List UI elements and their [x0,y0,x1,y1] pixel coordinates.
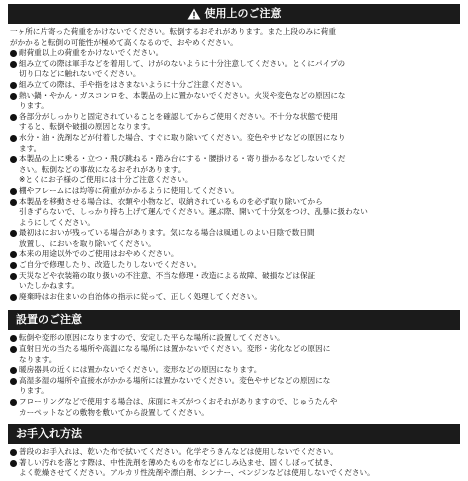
placement-item-text: ります。 [19,386,49,396]
caution-item-text: 引きずらないで、しっかり持ち上げて運んでください。運ぶ際、開いて十分気をつけ、乱暴に扱わない [19,207,368,217]
care-body [8,444,460,481]
placement-item [10,397,458,418]
care-item-text: 普段のお手入れは、乾いた布で拭いてください。化学ぞうきんなどは使用しないでください。 [19,447,338,457]
bullet-icon [10,294,17,301]
caution-item [10,80,458,91]
bullet-icon [10,460,17,467]
caution-item [10,292,458,303]
caution-item [10,197,458,229]
caution-item [10,112,458,133]
caution-body [8,24,460,304]
bullet-icon [10,346,17,353]
care-item-text: 著しい汚れを落とす際は、中性洗剤を薄めたものを布などにしみ込ませ、固くしぼって拭き、 [19,457,338,467]
placement-item-text: 直射日光の当たる場所や高温になる場所には置かないでください。変形・劣化などの原因に [19,344,331,354]
caution-item-text: ようにしてください。 [19,217,95,227]
caution-item-text: ります。 [19,101,49,111]
caution-item [10,154,458,186]
bullet-icon [10,378,17,385]
bullet-icon [10,199,17,206]
caution-item-text: 最初はにおいが残っている場合があります。気になる場合は風通しのよい日陰で数日間 [19,228,315,238]
bullet-icon [10,61,17,68]
placement-item-text: なります。 [19,354,57,364]
caution-header [8,4,460,24]
placement-item [10,365,458,376]
warning-icon [187,8,201,20]
care-item [10,447,458,458]
bullet-icon [10,449,17,456]
caution-item-text: 本来の用途以外でのご使用はおやめください。 [19,249,179,259]
care-item [10,458,458,479]
caution-item-text: すると、転倒や破損の原因となります。 [19,122,156,132]
caution-item [10,260,458,271]
caution-item [10,91,458,112]
bullet-icon [10,262,17,269]
bullet-icon [10,230,17,237]
placement-item-text: 暖房器具の近くには置かないでください。変形などの原因になります。 [19,365,262,375]
bullet-icon [10,135,17,142]
caution-item-text: 各部分がしっかりと固定されていることを確認してからご使用ください。不十分な状態で使用 [19,111,338,121]
caution-item [10,59,458,80]
placement-item [10,376,458,397]
bullet-icon [10,156,17,163]
placement-item [10,344,458,365]
caution-intro-line: 一ヶ所に片寄った荷重をかけないでください。転倒するおそれがあります。また上段のみに荷重 [10,27,336,36]
bullet-icon [10,335,17,342]
care-item-text: よく乾燥させてください。アルカリ性洗剤や漂白剤、シンナー、ベンジンなどは使用しないでください。 [19,468,375,478]
caution-item-text: 熱い鍋・やかん・ガスコンロを、本製品の上に置かないでください。火災や変色などの原因にな [19,90,346,100]
caution-item-text: 天災などや衣装箱の取り扱いの不注意、不当な修理・改造による故障、破損などは保証 [19,270,316,280]
caution-item-text: さい。転倒などの事故になるおそれがあります。 [19,164,186,174]
placement-header [8,310,460,330]
caution-item-note: ※とくにお子様のご使用には十分ご注意ください。 [19,175,193,185]
placement-item [10,333,458,344]
caution-item-text: いたしかねます。 [19,281,80,291]
caution-item-text: 切り口などに触れないでください。 [19,69,141,79]
bullet-icon [10,93,17,100]
caution-item-text: 放置し、においを取り除いてください。 [19,238,156,248]
caution-item-text: ます。 [19,143,42,153]
placement-title: 設置のご注意 [16,313,82,327]
placement-item-text: 転倒や変形の原因になりますので、安定した平らな場所に設置してください。 [19,333,285,343]
bullet-icon [10,188,17,195]
bullet-icon [10,114,17,121]
placement-item-text: カーペットなどの敷物を敷いてから設置してください。 [19,407,209,417]
caution-item-text: 水分・油・洗剤などが付着した場合、すぐに取り除いてください。変色やサビなどの原因になり [19,132,346,142]
caution-item [10,228,458,249]
caution-item-text: 本製品を移動させる場合は、衣類や小物など、収納されているものを必ず取り除いてから [19,196,323,206]
caution-item-text: 耐荷重以上の荷重をかけないでください。 [19,48,164,58]
care-title: お手入れ方法 [16,427,82,441]
caution-item-text: 組み立ての際は、手や指をはさまないように十分ご注意ください。 [19,79,247,89]
caution-item-text: 本製品の上に乗る・立つ・飛び跳ねる・踏み台にする・腰掛ける・寄り掛かるなどしないでくだ [19,154,346,164]
caution-item-text: 組み立ての際は軍手などを着用して、けがのないように十分注意してください。とくにパイプの [19,58,346,68]
placement-item-text: 高湿多湿の場所や直接水がかかる場所には置かないでください。変色やサビなどの原因にな [19,375,331,385]
caution-item-text: ご自分で修理したり、改造したりしないでください。 [19,260,202,270]
caution-item-text: 棚やフレームには均等に荷重がかかるように使用してください。 [19,185,239,195]
caution-item [10,271,458,292]
caution-title: 使用上のご注意 [204,7,282,20]
bullet-icon [10,251,17,258]
placement-item-text: フローリングなどで使用する場合は、床面にキズがつくおそれがありますので、じゅうたんや [19,397,338,406]
bullet-icon [10,50,17,57]
caution-item-text: 廃棄時はお住まいの自治体の指示に従って、正しく処理してください。 [19,291,262,301]
caution-intro-line: がかかると転倒の可能性が極めて高くなるので、おやめください。 [10,37,238,47]
caution-item [10,48,458,59]
caution-item [10,249,458,260]
caution-item [10,186,458,197]
bullet-icon [10,273,17,280]
bullet-icon [10,399,17,406]
bullet-icon [10,367,17,374]
caution-item [10,133,458,154]
bullet-icon [10,82,17,89]
care-header [8,424,460,444]
placement-body [8,330,460,420]
